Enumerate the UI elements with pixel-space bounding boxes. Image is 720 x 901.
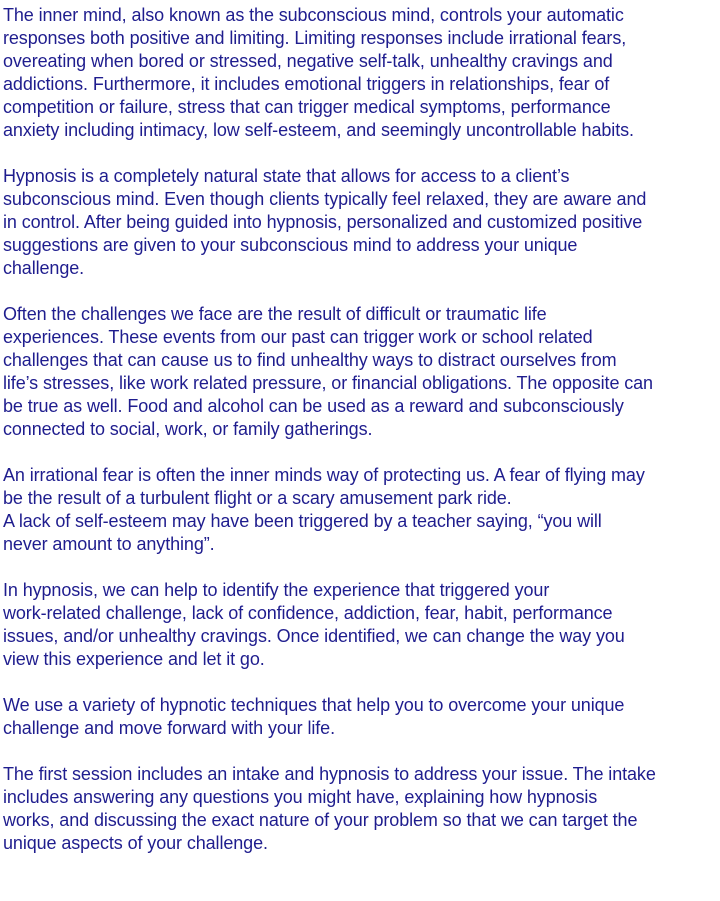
text-line: The inner mind, also known as the subconscious mind, controls your automatic — [3, 5, 624, 25]
text-line: suggestions are given to your subconscious mind to address your unique — [3, 235, 578, 255]
text-line: be true as well. Food and alcohol can be used as a reward and subconsciously — [3, 396, 624, 416]
article-body — [3, 4, 720, 878]
text-line: challenge. — [3, 258, 85, 278]
text-line: never amount to anything”. — [3, 534, 215, 554]
text-line: unique aspects of your challenge. — [3, 833, 268, 853]
paragraph-irrational-fear — [3, 464, 720, 556]
text-line: A lack of self-esteem may have been triggered by a teacher saying, “you will — [3, 511, 602, 531]
text-line: challenges that can cause us to find unhealthy ways to distract ourselves from — [3, 350, 617, 370]
text-line: life’s stresses, like work related pressure, or financial obligations. The opposite can — [3, 373, 653, 393]
paragraph-first-session — [3, 763, 720, 855]
text-line: be the result of a turbulent flight or a scary amusement park ride. — [3, 488, 512, 508]
text-line: anxiety including intimacy, low self-esteem, and seemingly uncontrollable habits. — [3, 120, 634, 140]
text-line: Often the challenges we face are the result of difficult or traumatic life — [3, 304, 547, 324]
text-line: connected to social, work, or family gatherings. — [3, 419, 373, 439]
text-line: includes answering any questions you might have, explaining how hypnosis — [3, 787, 598, 807]
paragraph-hypnosis-natural-state — [3, 165, 720, 280]
text-line: In hypnosis, we can help to identify the experience that triggered your — [3, 580, 550, 600]
paragraph-subconscious-mind — [3, 4, 720, 142]
text-line: The first session includes an intake and hypnosis to address your issue. The intake — [3, 764, 656, 784]
text-line: responses both positive and limiting. Limiting responses include irrational fears, — [3, 28, 627, 48]
text-line: competition or failure, stress that can trigger medical symptoms, performance — [3, 97, 611, 117]
text-line: issues, and/or unhealthy cravings. Once identified, we can change the way you — [3, 626, 625, 646]
text-line: overeating when bored or stressed, negative self-talk, unhealthy cravings and — [3, 51, 613, 71]
text-line: Hypnosis is a completely natural state that allows for access to a client’s — [3, 166, 570, 186]
text-line: challenge and move forward with your life. — [3, 718, 335, 738]
text-line: We use a variety of hypnotic techniques that help you to overcome your unique — [3, 695, 625, 715]
paragraph-identify-experience — [3, 579, 720, 671]
text-line: An irrational fear is often the inner minds way of protecting us. A fear of flying may — [3, 465, 645, 485]
text-line: experiences. These events from our past can trigger work or school related — [3, 327, 593, 347]
paragraph-challenges — [3, 303, 720, 441]
text-line: subconscious mind. Even though clients typically feel relaxed, they are aware and — [3, 189, 647, 209]
paragraph-techniques — [3, 694, 720, 740]
text-line: works, and discussing the exact nature of your problem so that we can target the — [3, 810, 638, 830]
text-line: in control. After being guided into hypnosis, personalized and customized positive — [3, 212, 643, 232]
text-line: work-related challenge, lack of confidence, addiction, fear, habit, performance — [3, 603, 613, 623]
text-line: addictions. Furthermore, it includes emotional triggers in relationships, fear of — [3, 74, 610, 94]
text-line: view this experience and let it go. — [3, 649, 265, 669]
